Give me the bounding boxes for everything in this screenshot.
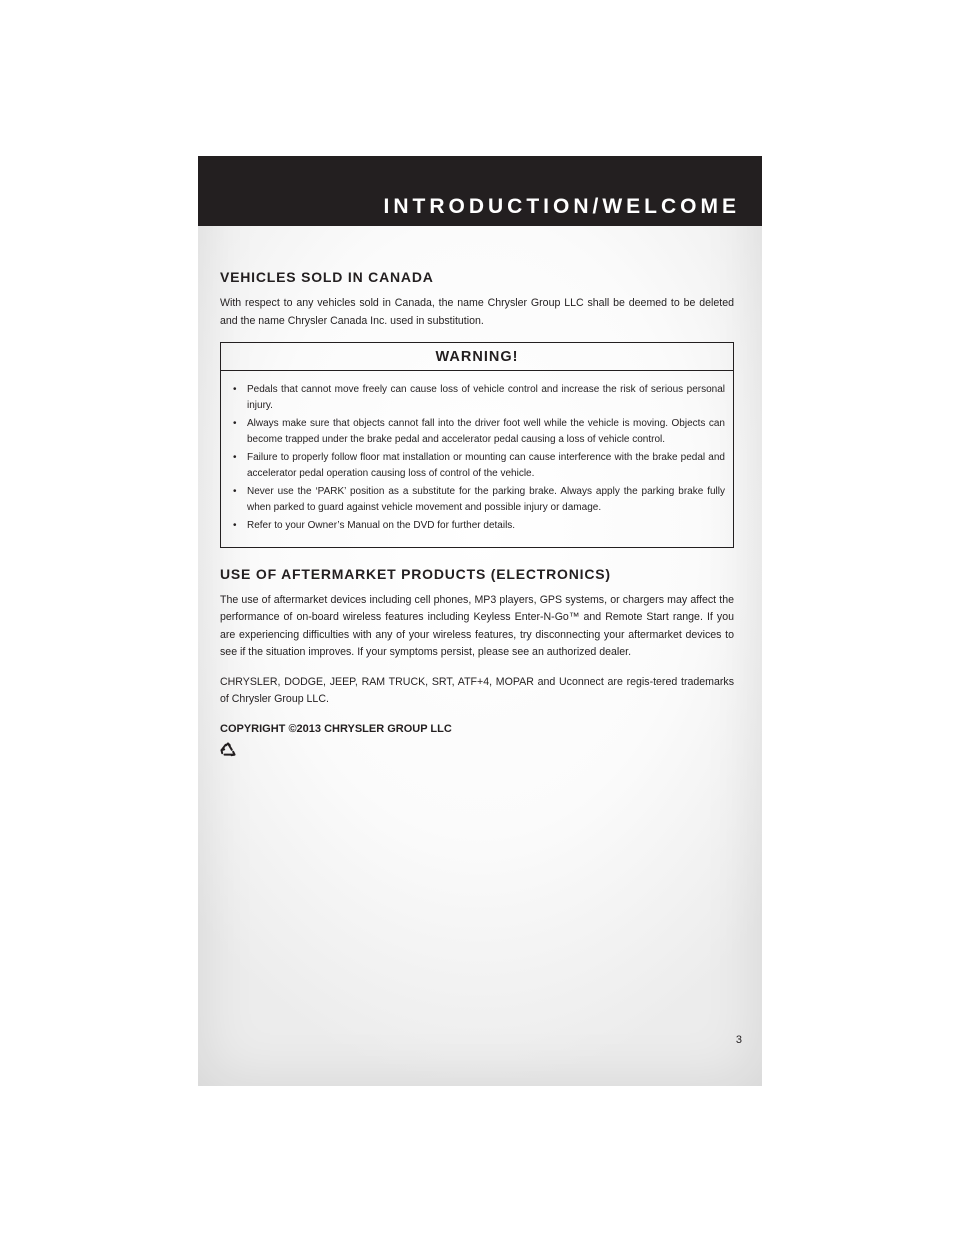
- bullet-icon: •: [233, 520, 237, 531]
- page-number: 3: [735, 1034, 742, 1046]
- warning-item: [231, 382, 725, 413]
- warning-item-text: Failure to properly follow floor mat installation or mounting can cause interference with the brake pedal and accelerator pedal operation causing loss of control of the vehicle.: [247, 452, 725, 479]
- warning-item-text: Pedals that cannot move freely can cause loss of vehicle control and increase the risk of serious personal injury.: [247, 384, 725, 411]
- warning-item-text: Never use the ‘PARK’ position as a substitute for the parking brake. Always apply the parking brake fully when parked to guard against vehicle movement and possible injury or damage.: [247, 486, 725, 513]
- warning-item: [231, 416, 725, 447]
- section-paragraph-canada: With respect to any vehicles sold in Canada, the name Chrysler Group LLC shall be deemed to be deleted and the name Chrysler Canada Inc. used in substitution.: [220, 297, 734, 327]
- warning-item-text: Always make sure that objects cannot fall into the driver foot well while the vehicle is moving. Objects can become trapped under the brake pedal and accelerator pedal causing a loss of vehicle control.: [247, 418, 725, 445]
- warning-box: [220, 342, 734, 548]
- warning-list: [221, 371, 733, 547]
- bullet-icon: •: [233, 418, 237, 429]
- warning-item: [231, 484, 725, 515]
- page-content: [220, 268, 734, 758]
- bullet-icon: •: [233, 384, 237, 395]
- trademark-paragraph: CHRYSLER, DODGE, JEEP, RAM TRUCK, SRT, ATF+4, MOPAR and Uconnect are regis-tered trademarks of Chrysler Group LLC.: [220, 675, 734, 705]
- bullet-icon: •: [233, 486, 237, 497]
- warning-title: WARNING!: [221, 343, 733, 371]
- section-heading-aftermarket: USE OF AFTERMARKET PRODUCTS (ELECTRONICS): [220, 565, 611, 582]
- warning-item: [231, 450, 725, 481]
- bullet-icon: •: [233, 452, 237, 463]
- header-band: [198, 156, 762, 226]
- section-paragraph-aftermarket: The use of aftermarket devices including cell phones, MP3 players, GPS systems, or chargers may affect the performance of on-board wireless features including Keyless Enter-N-Go™ and Remote Start range. If you are experiencing difficulties with any of your wireless features, try disconnecting your aftermarket devices to see if the situation improves. If your symptoms persist, please see an authorized dealer.: [220, 593, 734, 658]
- warning-item-text: Refer to your Owner’s Manual on the DVD for further details.: [247, 520, 516, 531]
- manual-page: [198, 156, 762, 1086]
- warning-item: [231, 518, 725, 534]
- copyright-notice: COPYRIGHT ©2013 CHRYSLER GROUP LLC: [220, 722, 452, 735]
- recycle-icon: [220, 742, 236, 758]
- section-heading-canada: VEHICLES SOLD IN CANADA: [220, 269, 434, 285]
- page-header-title: INTRODUCTION/WELCOME: [383, 195, 740, 218]
